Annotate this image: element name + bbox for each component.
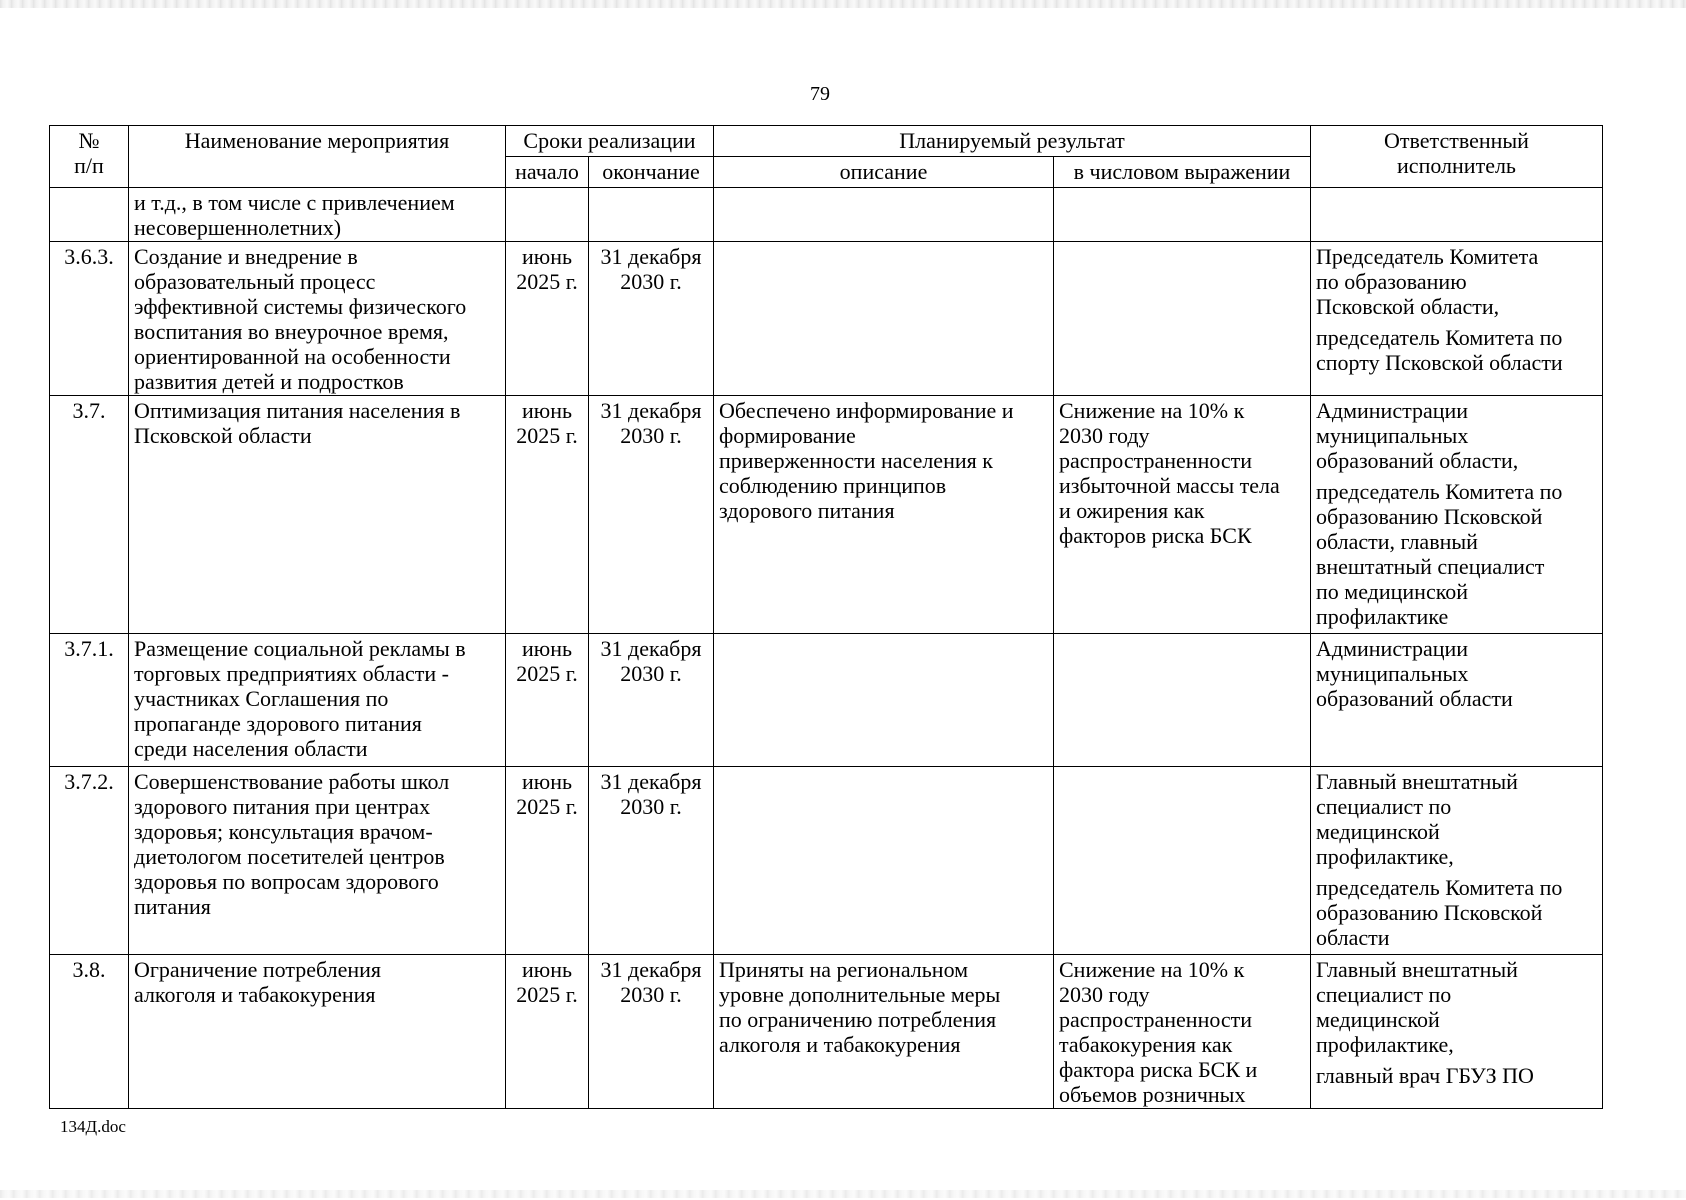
row-end bbox=[589, 188, 714, 242]
table-row bbox=[50, 242, 1603, 396]
row-numeric bbox=[1054, 634, 1311, 767]
row-end: 31 декабря 2030 г. bbox=[589, 767, 714, 955]
row-description bbox=[714, 767, 1054, 955]
row-description bbox=[714, 242, 1054, 396]
row-numeric bbox=[1054, 188, 1311, 242]
row-description: Обеспечено информирование и формирование приверженности населения к соблюдению принципов здорового питания bbox=[714, 396, 1054, 634]
row-num: 3.7.1. bbox=[50, 634, 129, 767]
plan-table bbox=[49, 125, 1603, 1109]
header-numeric: в числовом выражении bbox=[1054, 157, 1311, 188]
header-end: окончание bbox=[589, 157, 714, 188]
header-description: описание bbox=[714, 157, 1054, 188]
row-start: июнь 2025 г. bbox=[506, 396, 589, 634]
scan-edge-bottom bbox=[0, 1190, 1686, 1198]
row-responsible bbox=[1311, 188, 1603, 242]
row-num bbox=[50, 188, 129, 242]
row-start: июнь 2025 г. bbox=[506, 634, 589, 767]
row-name: Оптимизация питания населения в Псковской области bbox=[129, 396, 506, 634]
row-numeric bbox=[1054, 767, 1311, 955]
row-description: Приняты на региональном уровне дополнительные меры по ограничению потребления алкоголя и табакокурения bbox=[714, 955, 1054, 1109]
row-end: 31 декабря 2030 г. bbox=[589, 242, 714, 396]
row-start: июнь 2025 г. bbox=[506, 242, 589, 396]
row-name: Создание и внедрение в образовательный процесс эффективной системы физического воспитания во внеурочное время, ориентированной на особенности развития детей и подростков bbox=[129, 242, 506, 396]
header-start: начало bbox=[506, 157, 589, 188]
row-numeric: Снижение на 10% к 2030 году распространенности табакокурения как фактора риска БСК и объемов розничных bbox=[1054, 955, 1311, 1109]
row-responsible: Главный внештатный специалист по медицинской профилактике, главный врач ГБУЗ ПО bbox=[1311, 955, 1603, 1109]
row-start: июнь 2025 г. bbox=[506, 955, 589, 1109]
row-responsible: Администрации муниципальных образований области bbox=[1311, 634, 1603, 767]
row-numeric: Снижение на 10% к 2030 году распространенности избыточной массы тела и ожирения как факторов риска БСК bbox=[1054, 396, 1311, 634]
row-responsible: Председатель Комитета по образованию Псковской области, председатель Комитета по спорту Псковской области bbox=[1311, 242, 1603, 396]
row-start bbox=[506, 188, 589, 242]
footer-doc-name: 134Д.doc bbox=[60, 1117, 126, 1136]
row-start: июнь 2025 г. bbox=[506, 767, 589, 955]
row-description bbox=[714, 188, 1054, 242]
header-responsible: Ответственный исполнитель bbox=[1311, 126, 1603, 188]
row-end: 31 декабря 2030 г. bbox=[589, 396, 714, 634]
row-num: 3.6.3. bbox=[50, 242, 129, 396]
scan-edge-top bbox=[0, 0, 1686, 8]
row-num: 3.7. bbox=[50, 396, 129, 634]
page-number: 79 bbox=[810, 83, 830, 105]
table-row bbox=[50, 955, 1603, 1109]
table-row bbox=[50, 396, 1603, 634]
header-num: № п/п bbox=[50, 126, 129, 188]
row-name: Размещение социальной рекламы в торговых предприятиях области - участниках Соглашения по пропаганде здорового питания среди населения области bbox=[129, 634, 506, 767]
header-result: Планируемый результат bbox=[714, 126, 1311, 157]
row-name: Ограничение потребления алкоголя и табакокурения bbox=[129, 955, 506, 1109]
row-responsible: Главный внештатный специалист по медицинской профилактике, председатель Комитета по образованию Псковской области bbox=[1311, 767, 1603, 955]
row-responsible: Администрации муниципальных образований области, председатель Комитета по образованию Псковской области, главный внештатный специалист по медицинской профилактике bbox=[1311, 396, 1603, 634]
row-numeric bbox=[1054, 242, 1311, 396]
row-name: и т.д., в том числе с привлечением несовершеннолетних) bbox=[129, 188, 506, 242]
header-timing: Сроки реализации bbox=[506, 126, 714, 157]
table-row bbox=[50, 188, 1603, 242]
table-row bbox=[50, 634, 1603, 767]
row-name: Совершенствование работы школ здорового питания при центрах здоровья; консультация врачом- диетологом посетителей центров здоровья по вопросам здорового питания bbox=[129, 767, 506, 955]
row-num: 3.8. bbox=[50, 955, 129, 1109]
row-description bbox=[714, 634, 1054, 767]
row-num: 3.7.2. bbox=[50, 767, 129, 955]
table-row bbox=[50, 767, 1603, 955]
row-end: 31 декабря 2030 г. bbox=[589, 634, 714, 767]
header-name: Наименование мероприятия bbox=[129, 126, 506, 188]
row-end: 31 декабря 2030 г. bbox=[589, 955, 714, 1109]
